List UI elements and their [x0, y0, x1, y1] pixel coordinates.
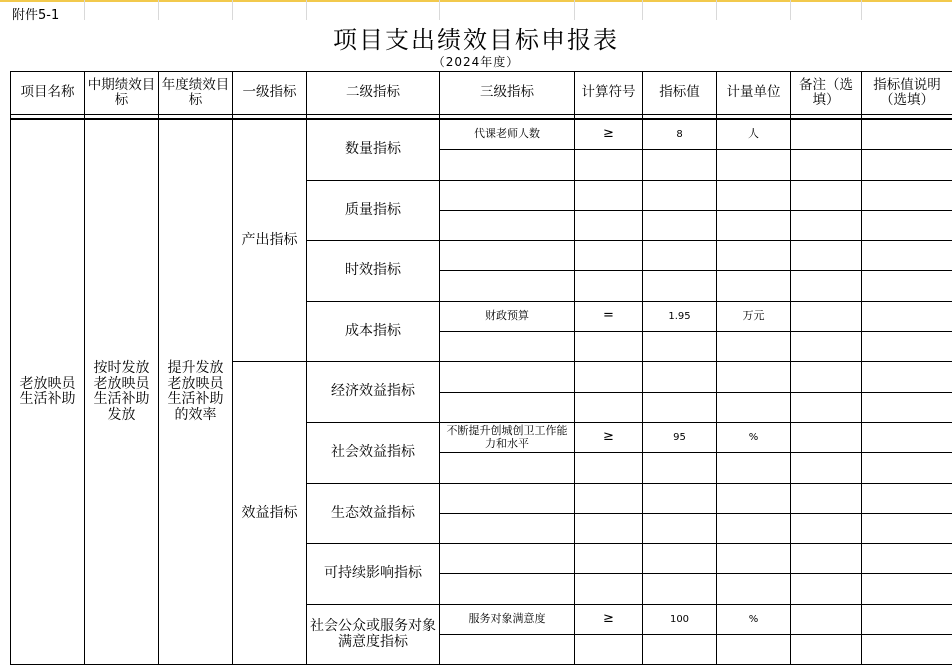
empty-cell[interactable] — [643, 392, 717, 422]
indicator-unit-cell[interactable]: % — [717, 422, 791, 452]
empty-cell[interactable] — [440, 362, 575, 392]
level2-quality-cell[interactable]: 质量指标 — [307, 180, 440, 241]
header-remark[interactable]: 备注（选填） — [791, 72, 862, 115]
empty-cell[interactable] — [862, 210, 952, 240]
indicator-unit-cell[interactable]: 人 — [717, 119, 791, 150]
empty-cell[interactable] — [791, 362, 862, 392]
empty-cell[interactable] — [643, 271, 717, 301]
empty-cell[interactable] — [440, 180, 575, 210]
empty-cell[interactable] — [440, 150, 575, 180]
empty-cell[interactable] — [575, 483, 643, 513]
empty-cell[interactable] — [643, 241, 717, 271]
empty-cell[interactable] — [717, 574, 791, 604]
empty-cell[interactable] — [575, 332, 643, 362]
indicator-name-cell[interactable]: 财政预算 — [440, 301, 575, 331]
level2-quantity-cell[interactable]: 数量指标 — [307, 119, 440, 180]
empty-cell[interactable] — [791, 332, 862, 362]
empty-cell[interactable] — [643, 513, 717, 543]
empty-cell[interactable] — [862, 241, 952, 271]
remark-cell[interactable] — [791, 422, 862, 452]
empty-cell[interactable] — [862, 483, 952, 513]
empty-cell[interactable] — [791, 271, 862, 301]
empty-cell[interactable] — [791, 574, 862, 604]
empty-cell[interactable] — [717, 150, 791, 180]
empty-cell[interactable] — [791, 180, 862, 210]
indicator-unit-cell[interactable]: 万元 — [717, 301, 791, 331]
empty-cell[interactable] — [575, 392, 643, 422]
empty-cell[interactable] — [575, 362, 643, 392]
empty-cell[interactable] — [862, 544, 952, 574]
empty-cell[interactable] — [862, 574, 952, 604]
empty-cell[interactable] — [717, 332, 791, 362]
explain-cell[interactable] — [862, 119, 952, 150]
header-row — [11, 72, 952, 115]
indicator-value-cell[interactable]: 1.95 — [643, 301, 717, 331]
year-note[interactable]: （2024年度） — [0, 53, 952, 70]
empty-cell[interactable] — [717, 544, 791, 574]
header-level3[interactable]: 三级指标 — [440, 72, 575, 115]
performance-goal-table — [10, 71, 952, 665]
sheet-gridline — [790, 0, 791, 20]
level2-cost-cell[interactable]: 成本指标 — [307, 301, 440, 362]
empty-cell[interactable] — [717, 392, 791, 422]
header-symbol[interactable]: 计算符号 — [575, 72, 643, 115]
empty-cell[interactable] — [440, 513, 575, 543]
level1-benefit-cell[interactable]: 效益指标 — [233, 362, 307, 665]
remark-cell[interactable] — [791, 119, 862, 150]
empty-cell[interactable] — [440, 453, 575, 483]
empty-cell[interactable] — [575, 271, 643, 301]
explain-cell[interactable] — [862, 422, 952, 452]
empty-cell[interactable] — [862, 513, 952, 543]
header-unit[interactable]: 计量单位 — [717, 72, 791, 115]
header-midterm-goal[interactable]: 中期绩效目标 — [85, 72, 159, 115]
empty-cell[interactable] — [440, 332, 575, 362]
empty-cell[interactable] — [717, 362, 791, 392]
empty-cell[interactable] — [440, 544, 575, 574]
header-annual-goal[interactable]: 年度绩效目标 — [159, 72, 233, 115]
empty-cell[interactable] — [717, 483, 791, 513]
annual-goal-cell[interactable]: 提升发放老放映员生活补助的效率 — [159, 119, 233, 665]
empty-cell[interactable] — [717, 180, 791, 210]
empty-cell[interactable] — [862, 332, 952, 362]
level2-social-cell[interactable]: 社会效益指标 — [307, 422, 440, 483]
empty-cell[interactable] — [791, 483, 862, 513]
empty-cell[interactable] — [791, 453, 862, 483]
empty-cell[interactable] — [575, 513, 643, 543]
level2-timeliness-cell[interactable]: 时效指标 — [307, 241, 440, 302]
empty-cell[interactable] — [440, 210, 575, 240]
midterm-goal-cell[interactable]: 按时发放老放映员生活补助发放 — [85, 119, 159, 665]
indicator-symbol-cell[interactable]: ≥ — [575, 119, 643, 150]
sheet-gridline — [716, 0, 717, 20]
empty-cell[interactable] — [791, 392, 862, 422]
header-level1[interactable]: 一级指标 — [233, 72, 307, 115]
table-row — [11, 119, 952, 150]
empty-cell[interactable] — [440, 392, 575, 422]
empty-cell[interactable] — [862, 392, 952, 422]
selection-top-border — [0, 0, 952, 2]
empty-cell[interactable] — [643, 453, 717, 483]
indicator-value-cell[interactable]: 8 — [643, 119, 717, 150]
empty-cell[interactable] — [440, 574, 575, 604]
sheet-gridline — [232, 0, 233, 20]
level2-ecological-cell[interactable]: 生态效益指标 — [307, 483, 440, 544]
header-project-name[interactable]: 项目名称 — [11, 72, 85, 115]
header-value[interactable]: 指标值 — [643, 72, 717, 115]
empty-cell[interactable] — [440, 241, 575, 271]
empty-cell[interactable] — [791, 241, 862, 271]
empty-cell[interactable] — [862, 453, 952, 483]
level2-satisfaction-cell[interactable]: 社会公众或服务对象满意度指标 — [307, 604, 440, 665]
header-explain[interactable]: 指标值说明（选填） — [862, 72, 952, 115]
empty-cell[interactable] — [440, 271, 575, 301]
empty-cell[interactable] — [791, 150, 862, 180]
empty-cell[interactable] — [575, 210, 643, 240]
indicator-value-cell[interactable]: 95 — [643, 422, 717, 452]
explain-cell[interactable] — [862, 604, 952, 634]
level2-sustainable-cell[interactable]: 可持续影响指标 — [307, 544, 440, 605]
empty-cell[interactable] — [717, 241, 791, 271]
empty-cell[interactable] — [862, 362, 952, 392]
attachment-label[interactable]: 附件5-1 — [12, 4, 59, 23]
empty-cell[interactable] — [643, 150, 717, 180]
empty-cell[interactable] — [717, 271, 791, 301]
empty-cell[interactable] — [791, 513, 862, 543]
empty-cell[interactable] — [575, 241, 643, 271]
sheet-gridline — [574, 0, 575, 20]
empty-cell[interactable] — [440, 483, 575, 513]
sheet-gridline — [642, 0, 643, 20]
empty-cell[interactable] — [575, 544, 643, 574]
empty-cell[interactable] — [575, 453, 643, 483]
empty-cell[interactable] — [643, 180, 717, 210]
empty-cell[interactable] — [575, 574, 643, 604]
indicator-unit-cell[interactable]: % — [717, 604, 791, 634]
empty-cell[interactable] — [643, 332, 717, 362]
project-name-cell[interactable]: 老放映员生活补助 — [11, 119, 85, 665]
form-title[interactable]: 项目支出绩效目标申报表 — [0, 20, 952, 55]
sheet-gridline — [158, 0, 159, 20]
sheet-gridline — [84, 0, 85, 20]
empty-cell[interactable] — [575, 150, 643, 180]
sheet-gridline — [306, 0, 307, 20]
indicator-symbol-cell[interactable]: ≥ — [575, 604, 643, 634]
indicator-name-cell[interactable]: 代课老师人数 — [440, 119, 575, 150]
indicator-value-cell[interactable]: 100 — [643, 604, 717, 634]
explain-cell[interactable] — [862, 301, 952, 331]
indicator-symbol-cell[interactable]: ≥ — [575, 422, 643, 452]
indicator-name-cell[interactable]: 服务对象满意度 — [440, 604, 575, 634]
level2-economic-cell[interactable]: 经济效益指标 — [307, 362, 440, 423]
empty-cell[interactable] — [643, 210, 717, 240]
empty-cell[interactable] — [643, 544, 717, 574]
empty-cell[interactable] — [791, 544, 862, 574]
sheet-gridline — [861, 0, 862, 20]
empty-cell[interactable] — [862, 150, 952, 180]
empty-cell[interactable] — [862, 180, 952, 210]
empty-cell[interactable] — [717, 453, 791, 483]
sheet-gridline — [439, 0, 440, 20]
empty-cell[interactable] — [862, 271, 952, 301]
indicator-symbol-cell[interactable]: = — [575, 301, 643, 331]
empty-cell[interactable] — [575, 180, 643, 210]
empty-cell[interactable] — [717, 210, 791, 240]
empty-cell[interactable] — [791, 210, 862, 240]
empty-cell[interactable] — [643, 483, 717, 513]
indicator-name-cell[interactable]: 不断提升创城创卫工作能力和水平 — [440, 422, 575, 452]
remark-cell[interactable] — [791, 301, 862, 331]
empty-cell[interactable] — [643, 362, 717, 392]
level1-output-cell[interactable]: 产出指标 — [233, 119, 307, 362]
remark-cell[interactable] — [791, 604, 862, 634]
empty-cell[interactable] — [643, 574, 717, 604]
header-level2[interactable]: 二级指标 — [307, 72, 440, 115]
empty-cell[interactable] — [717, 513, 791, 543]
